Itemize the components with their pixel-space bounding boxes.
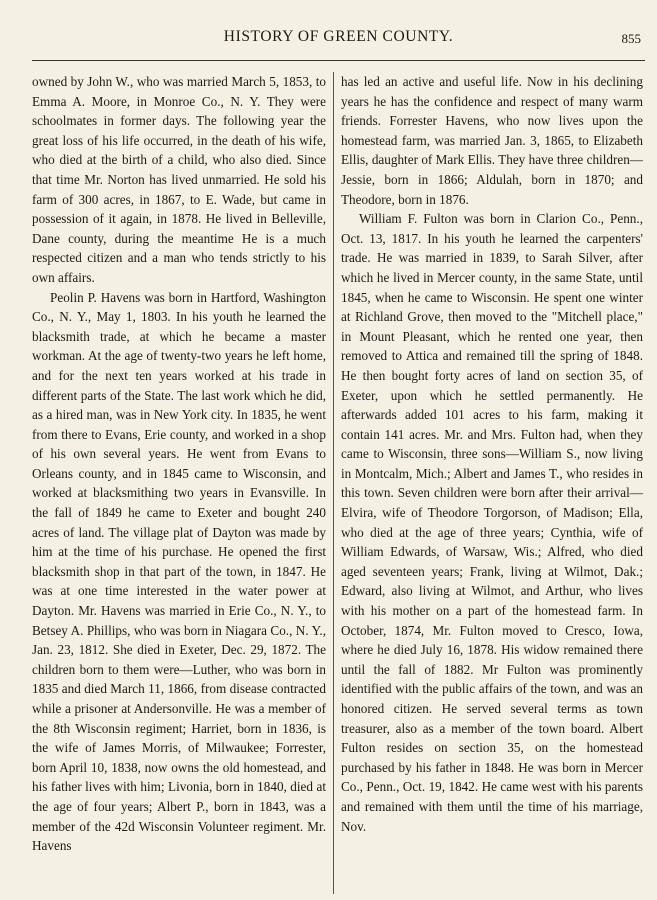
header-rule <box>32 60 645 61</box>
paragraph: Peolin P. Havens was born in Hartford, Washington Co., N. Y., May 1, 1803. In his youth he learned the blacksmith trade, at which he became a master workman. At the age of twenty-two years he left home, and for the next ten years worked at his trade in different parts of the State. The last work which he did, as a hired man, was in New York city. In 1835, he went from there to Evans, Erie county, and worked in a shop of his own several years. He went from Evans to Orleans county, and in 1845 came to Wisconsin, and worked at blacksmithing two years in Evansville. In the fall of 1849 he came to Exeter and bought 240 acres of land. The village plat of Dayton was made by him at the time of his purchase. He opened the first blacksmith shop in that part of the town, in 1847. He was at one time interested in the water power at Dayton. Mr. Havens was married in Erie Co., N. Y., to Betsey A. Phillips, who was born in Niagara Co., N. Y., Jan. 23, 1812. She died in Exeter, Dec. 29, 1872. The children born to them were—Luther, who was born in 1835 and died March 11, 1866, from disease contracted while a prisoner at Andersonville. He was a member of the 8th Wisconsin regiment; Harriet, born in 1836, is the wife of James Morris, of Milwaukee; Forrester, born April 10, 1838, now owns the old homestead, and his father lives with him; Livonia, born in 1840, died at the age of four years; Albert P., born in 1843, was a member of the 42d Wisconsin Volunteer regiment. Mr. Havens <box>32 289 326 854</box>
paragraph: has led an active and useful life. Now in his declining years he has the confidence and respect of many warm friends. Forrester Havens, who now lives upon the homestead farm, was married Jan. 3, 1865, to Elizabeth Ellis, daughter of Mark Ellis. They have three children—Jessie, born in 1866; Aldulah, born in 1870; and Theodore, born in 1876. <box>341 74 643 207</box>
page-header <box>32 28 645 56</box>
paragraph: William F. Fulton was born in Clarion Co., Penn., Oct. 13, 1817. In his youth he learned the carpenters' trade. He was married in 1839, to Sarah Silver, after which he lived in Mercer county, in the same State, until 1845, when he came to Wisconsin. He spent one winter at Richland Grove, then moved to the "Mitchell place," in Mount Pleasant, which he rented one year, then removed to Attica and remained till the spring of 1848. He then bought forty acres of land on section 35, of Exeter, upon which he settled permanently. He afterwards added 101 acres to his farm, making it contain 141 acres. Mr. and Mrs. Fulton had, when they came to Wisconsin, three sons—William S., now living in Montcalm, Mich.; Albert and James T., who resides in this town. Seven children were born after their arrival—Elvira, wife of Theodore Torgorson, of Madison; Ella, who died at the age of three years; Cynthia, wife of William Edwards, of Warsaw, Wis.; Alfred, who died aged seventeen years; Frank, living at Wilmot, Dak.; Edward, also living at Wilmot, and Arthur, who lives with his mother on a part of the homestead farm. In October, 1874, Mr. Fulton moved to Cresco, Iowa, where he died July 16, 1878. His widow remained there until the fall of 1882. Mr Fulton was prominently identified with the public affairs of the town, and was an honored citizen. He served several terms as town treasurer, also as a member of the town board. Albert Fulton resides on section 35, on the homestead purchased by his father in 1848. He was born in Mercer Co., Penn., Oct. 19, 1842. He came west with his parents and remained with them until the time of his marriage, Nov. <box>341 211 643 834</box>
left-column <box>32 72 326 856</box>
page-number: 855 <box>621 31 641 46</box>
paragraph: owned by John W., who was married March 5, 1853, to Emma A. Moore, in Monroe Co., N. Y. They were schoolmates in former days. The following year the great loss of his life occurred, in the death of his wife, who died at the birth of a child, who also died. Since that time Mr. Norton has lived unmarried. He sold his farm of 300 acres, in 1867, to E. Wade, but came in possession of it again, in 1878. He lived in Belleville, Dane county, during the meantime He is a much respected citizen and a man who tends strictly to his own affairs. <box>32 74 326 285</box>
right-column <box>341 72 643 836</box>
column-divider <box>333 72 334 894</box>
running-title: HISTORY OF GREEN COUNTY. <box>223 28 454 45</box>
